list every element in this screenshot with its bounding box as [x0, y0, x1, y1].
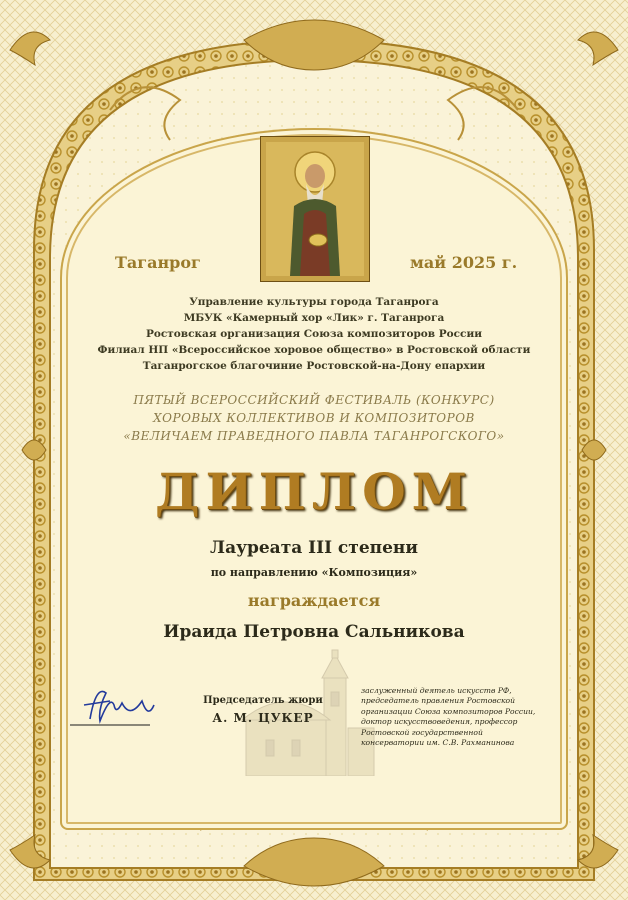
direction-line: по направлению «Композиция»: [210, 566, 418, 579]
credential-line: председатель правления Ростовской: [361, 696, 515, 706]
city-label: Таганрог: [115, 253, 201, 272]
festival-line: ХОРОВЫХ КОЛЛЕКТИВОВ И КОМПОЗИТОРОВ: [153, 411, 475, 425]
organizer-line: МБУК «Камерный хор «Лик» г. Таганрога: [183, 312, 445, 324]
date-label: май 2025 г.: [410, 253, 518, 272]
organizer-line: Филиал НП «Всероссийское хоровое общество» в Ростовской области: [97, 344, 531, 356]
jury-credentials: [361, 686, 561, 748]
organizer-line: Ростовская организация Союза композиторов России: [145, 328, 483, 340]
organizer-line: Управление культуры города Таганрога: [189, 296, 439, 308]
credential-line: доктор искусствоведения, профессор: [361, 717, 518, 727]
awarded-label: награждается: [247, 591, 381, 610]
organizer-line: Таганрогское благочиние Ростовской-на-Дону епархии: [142, 360, 486, 372]
festival-line: «ВЕЛИЧАЕМ ПРАВЕДНОГО ПАВЛА ТАГАНРОГСКОГО»: [123, 429, 505, 443]
saint-icon: [260, 136, 370, 282]
credential-line: заслуженный деятель искусств РФ,: [361, 686, 512, 695]
festival-line: ПЯТЫЙ ВСЕРОССИЙСКИЙ ФЕСТИВАЛЬ (КОНКУРС): [133, 393, 495, 407]
credential-line: организации Союза композиторов России,: [361, 706, 536, 716]
jury-chair-name: А. М. ЦУКЕР: [212, 711, 314, 725]
recipient-name: Ираида Петровна Сальникова: [163, 622, 465, 642]
laureate-degree: Лауреата III степени: [210, 538, 418, 558]
signature: [70, 675, 170, 735]
credential-line: консерватории им. С.В. Рахманинова: [361, 738, 515, 748]
credential-line: Ростовской государственной: [361, 727, 483, 737]
diploma-title: ДИПЛОМ: [154, 462, 474, 521]
jury-chair-label: Председатель жюри: [203, 695, 323, 706]
